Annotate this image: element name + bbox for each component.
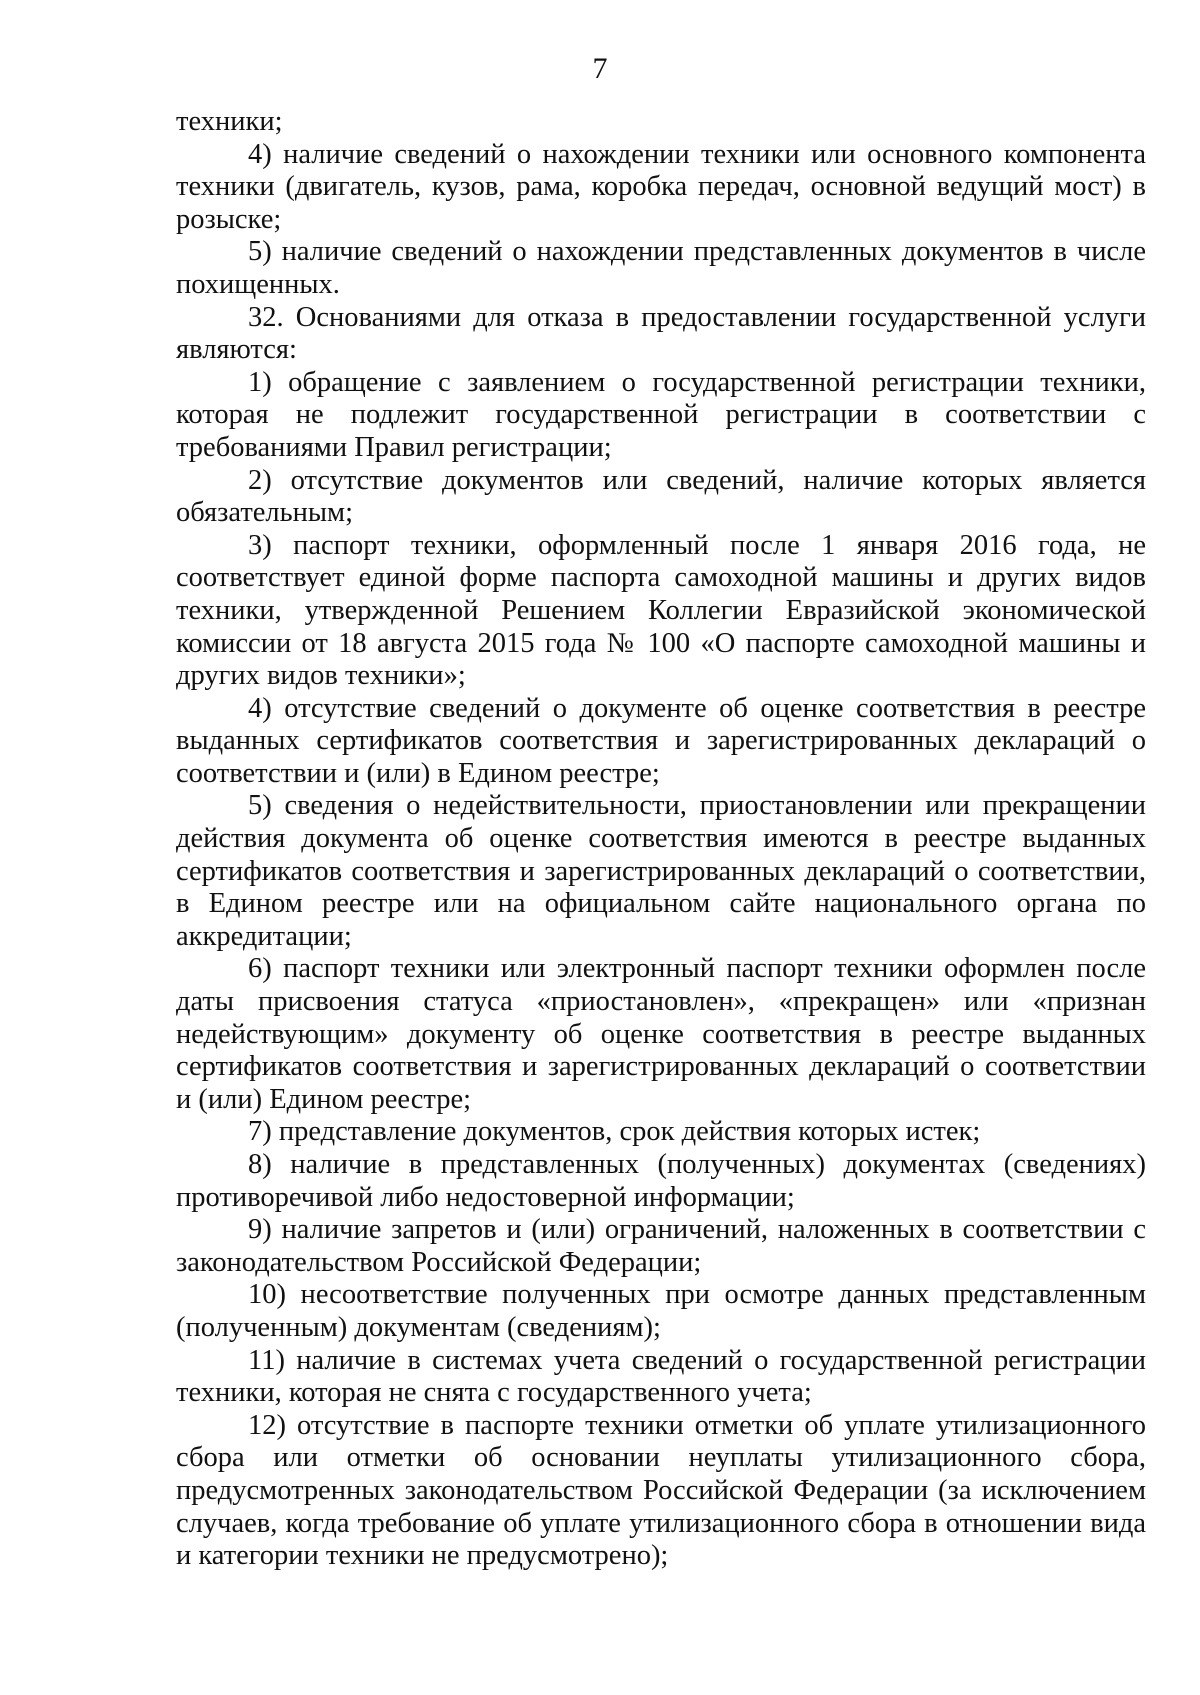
paragraph-ground-8: 8) наличие в представленных (полученных) документах (сведениях) противоречивой либо недостоверной информации; <box>176 1149 1146 1213</box>
paragraph-ground-4: 4) отсутствие сведений о документе об оценке соответствия в реестре выданных сертификатов соответствия и зарегистрированных деклараций о соответствии и (или) в Едином реестре; <box>176 692 1146 789</box>
paragraph-ground-12: 12) отсутствие в паспорте техники отметки об уплате утилизационного сбора или отметки об основании неуплаты утилизационного сбора, предусмотренных законодательством Российской Федерации (за исключением случаев, когда требование об уплате утилизационного сбора в отношении вида и категории техники не предусмотрено); <box>176 1409 1146 1572</box>
paragraph-ground-6: 6) паспорт техники или электронный паспорт техники оформлен после даты присвоения статуса «приостановлен», «прекращен» или «признан недействующим» документу об оценке соответствия в реестре выданных сертификатов соответствия и зарегистрированных деклараций о соответствии и (или) Едином реестре; <box>176 953 1146 1115</box>
paragraph-ground-9: 9) наличие запретов и (или) ограничений, наложенных в соответствии с законодательством Российской Федерации; <box>176 1214 1146 1278</box>
paragraph-item-4-wanted: 4) наличие сведений о нахождении техники или основного компонента техники (двигатель, кузов, рама, коробка передач, основной ведущий мост) в розыске; <box>176 138 1146 235</box>
paragraph-ground-10: 10) несоответствие полученных при осмотре данных представленным (полученным) документам (сведениям); <box>176 1279 1146 1343</box>
paragraph-item-5-stolen: 5) наличие сведений о нахождении представленных документов в числе похищенных. <box>176 236 1146 300</box>
body-text <box>176 106 1146 1573</box>
paragraph-ground-7: 7) представление документов, срок действия которых истек; <box>248 1116 981 1148</box>
paragraph-continuation: техники; <box>176 106 283 137</box>
paragraph-section-32: 32. Основаниями для отказа в предоставлении государственной услуги являются: <box>176 301 1146 366</box>
paragraph-ground-5: 5) сведения о недействительности, приостановлении или прекращении действия документа об оценке соответствия имеются в реестре выданных сертификатов соответствия и зарегистрированных деклараций о соответствии, в Едином реестре или на официальном сайте национального органа по аккредитации; <box>176 790 1146 952</box>
paragraph-ground-11: 11) наличие в системах учета сведений о государственной регистрации техники, которая не снята с государственного учета; <box>176 1344 1146 1409</box>
paragraph-ground-2: 2) отсутствие документов или сведений, наличие которых является обязательным; <box>176 464 1146 529</box>
page-number: 7 <box>592 52 608 85</box>
paragraph-ground-1: 1) обращение с заявлением о государственной регистрации техники, которая не подлежит государственной регистрации в соответствии с требованиями Правил регистрации; <box>176 366 1146 463</box>
paragraph-ground-3: 3) паспорт техники, оформленный после 1 января 2016 года, не соответствует единой форме паспорта самоходной машины и других видов техники, утвержденной Решением Коллегии Евразийской экономической комиссии от 18 августа 2015 года № 100 «О паспорте самоходной машины и других видов техники»; <box>176 529 1146 692</box>
